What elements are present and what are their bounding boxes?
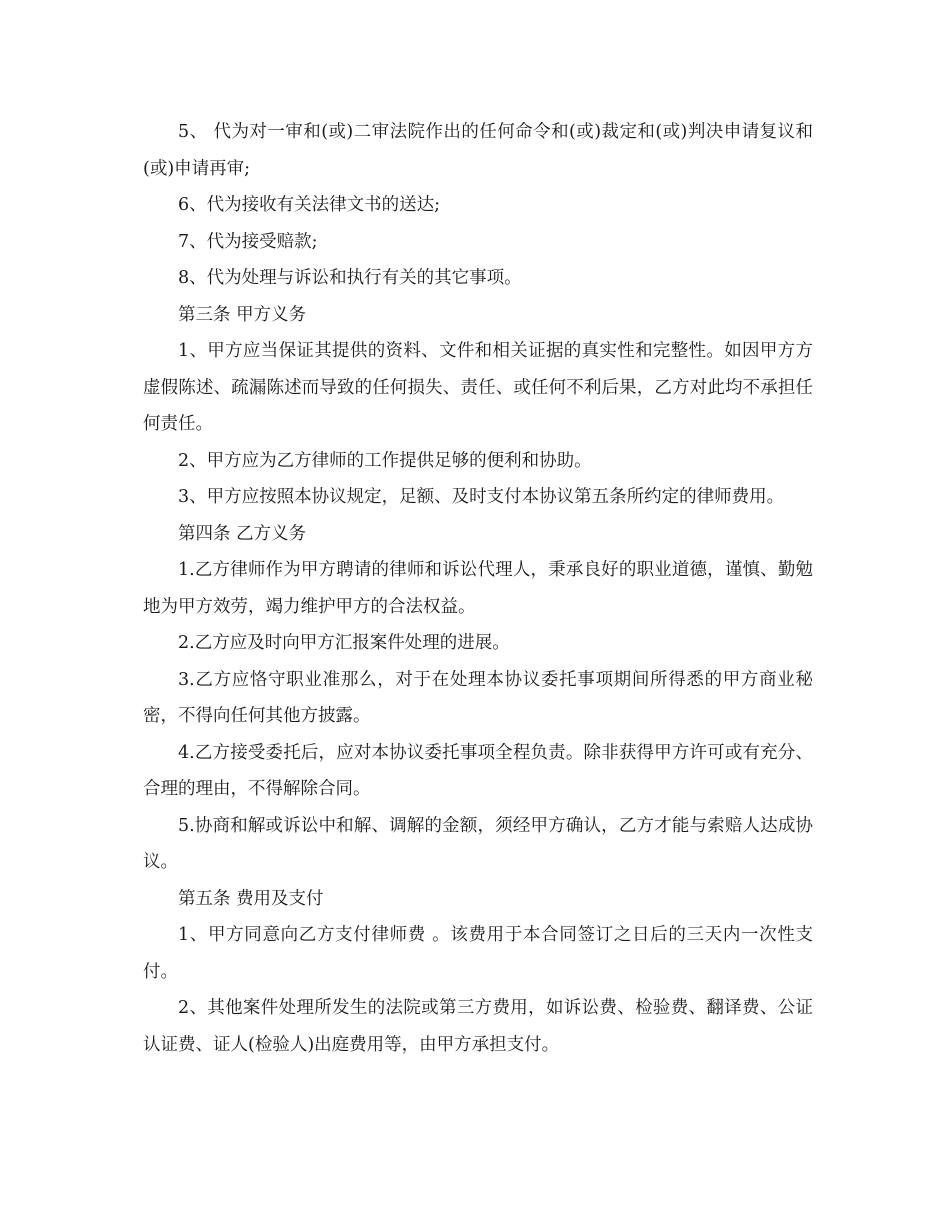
article-3-heading: 第三条 甲方义务 xyxy=(178,304,307,325)
document-body xyxy=(143,114,813,1063)
article-3-item-2: 2、甲方应为乙方律师的工作提供足够的便利和协助。 xyxy=(178,450,592,471)
article-4-item-4: 4.乙方接受委托后，应对本协议委托事项全程负责。除非获得甲方许可或有充分、合理的理由，不得解除合同。 xyxy=(143,742,813,799)
article-3-item-3: 3、甲方应按照本协议规定，足额、及时支付本协议第五条所约定的律师费用。 xyxy=(178,487,785,507)
clause-item-6: 6、代为接收有关法律文书的送达; xyxy=(178,195,441,215)
article-4-item-2: 2.乙方应及时向甲方汇报案件处理的进展。 xyxy=(178,633,510,653)
clause-item-5: 5、 代为对一审和(或)二审法院作出的任何命令和(或)裁定和(或)判决申请复议和(或)申请再审; xyxy=(143,122,813,179)
article-4-item-5: 5.协商和解或诉讼中和解、调解的金额，须经甲方确认，乙方才能与索赔人达成协议。 xyxy=(143,815,813,872)
article-4-item-3: 3.乙方应恪守职业准那么，对于在处理本协议委托事项期间所得悉的甲方商业秘密，不得向任何其他方披露。 xyxy=(143,669,813,726)
article-3-item-1: 1、甲方应当保证其提供的资料、文件和相关证据的真实性和完整性。如因甲方方虚假陈述、疏漏陈述而导致的任何损失、责任、或任何不利后果，乙方对此均不承担任何责任。 xyxy=(143,341,813,434)
article-5-heading: 第五条 费用及支付 xyxy=(178,888,324,909)
clause-item-7: 7、代为接受赔款; xyxy=(178,231,318,252)
article-5-item-2: 2、其他案件处理所发生的法院或第三方费用，如诉讼费、检验费、翻译费、公证认证费、证人(检验人)出庭费用等，由甲方承担支付。 xyxy=(143,998,813,1055)
clause-item-8: 8、代为处理与诉讼和执行有关的其它事项。 xyxy=(178,268,522,288)
article-4-heading: 第四条 乙方义务 xyxy=(178,523,307,544)
article-4-item-1: 1.乙方律师作为甲方聘请的律师和诉讼代理人，秉承良好的职业道德，谨慎、勤勉地为甲方效劳，竭力维护甲方的合法权益。 xyxy=(143,560,813,617)
article-5-item-1: 1、甲方同意向乙方支付律师费 。该费用于本合同签订之日后的三天内一次性支付。 xyxy=(143,925,813,982)
